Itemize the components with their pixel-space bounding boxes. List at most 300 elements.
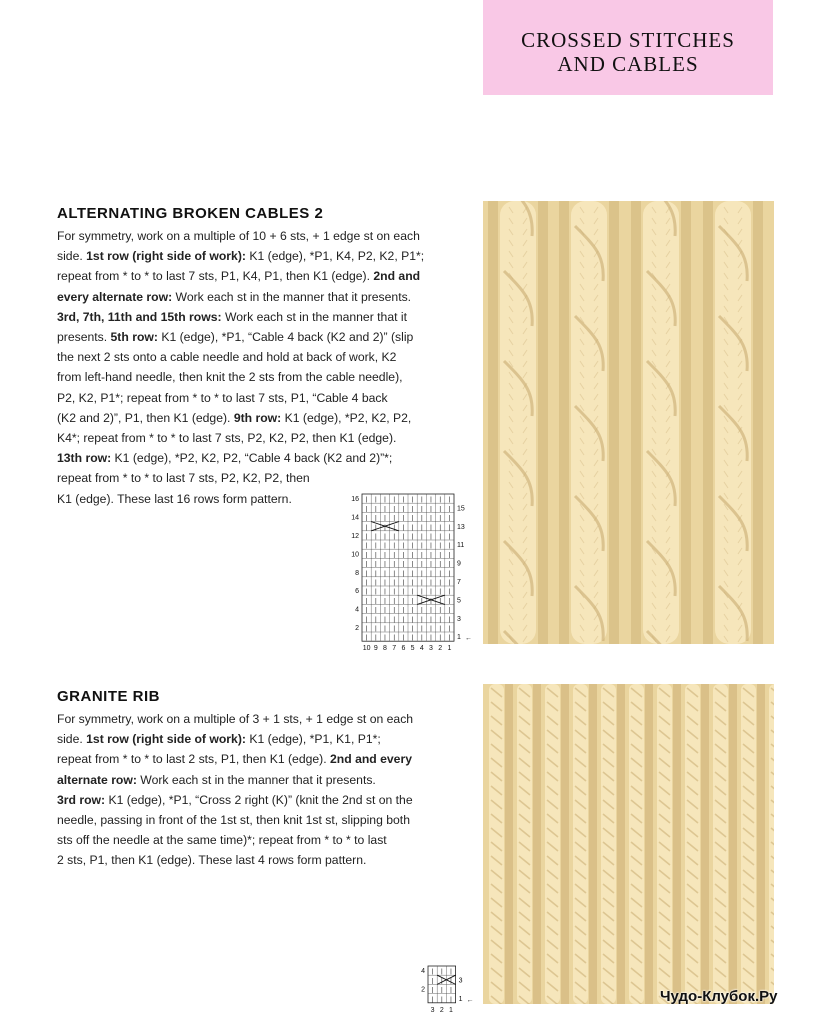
purl-channel <box>673 684 681 1004</box>
knit-symbol: | <box>402 496 405 504</box>
instruction-line <box>57 770 457 790</box>
stitch-number: 4 <box>419 645 424 653</box>
knit-symbol: | <box>411 615 414 623</box>
knit-symbol: | <box>440 986 443 994</box>
purl-channel <box>559 201 569 644</box>
knit-symbol: | <box>402 569 405 577</box>
purl-channel <box>757 684 765 1004</box>
purl-channel <box>701 684 709 1004</box>
row-direction-arrow: ← <box>466 996 474 1004</box>
stitch-number: 1 <box>449 1006 453 1014</box>
pattern-title: ALTERNATING BROKEN CABLES 2 <box>57 205 324 222</box>
knit-symbol: | <box>393 569 396 577</box>
knit-symbol: | <box>411 560 414 568</box>
purl-channel <box>488 201 498 644</box>
knit-symbol: | <box>384 496 386 504</box>
instruction-text: K4*; repeat from * to * to last 7 sts, P2, K2, P2, then K1 (edge). <box>57 431 397 446</box>
knit-symbol: | <box>450 986 452 994</box>
rib-column <box>601 684 616 1004</box>
row-number-left: 6 <box>355 588 359 596</box>
purl-channel <box>631 201 641 644</box>
instruction-line <box>57 810 457 830</box>
row-label: 3rd, 7th, 11th and 15th rows: <box>57 309 222 324</box>
knit-symbol: | <box>439 551 442 559</box>
knit-symbol: | <box>440 968 443 976</box>
knit-symbol: | <box>420 533 423 540</box>
pattern-instructions <box>57 226 457 509</box>
instruction-text: Work each st in the manner that it presents. <box>172 289 412 304</box>
instruction-text: Work each st in the manner that it <box>221 309 407 324</box>
instruction-line <box>57 729 457 749</box>
row-number-left: 2 <box>355 625 359 632</box>
knit-symbol: | <box>374 588 377 596</box>
knit-symbol: | <box>439 579 442 586</box>
knit-symbol: | <box>393 542 396 550</box>
row-label: 13th row: <box>57 451 112 466</box>
knit-symbol: | <box>384 597 386 605</box>
instruction-line <box>57 246 457 266</box>
instruction-line <box>57 790 457 810</box>
knit-symbol: | <box>431 977 434 985</box>
knit-symbol: | <box>365 542 368 550</box>
knit-symbol: | <box>448 560 451 568</box>
stitch-number: 2 <box>438 645 443 653</box>
instruction-text: K1 (edge), *P2, K2, P2, <box>281 410 412 425</box>
knit-symbol: | <box>440 995 443 1003</box>
purl-channel <box>533 684 541 1004</box>
row-label: 5th row: <box>110 330 158 345</box>
instruction-text: K1 (edge), *P1, “Cross 2 right (K)” (knit the 2nd st on the <box>105 792 413 807</box>
knit-symbol: | <box>430 496 432 504</box>
knit-symbol: | <box>402 533 405 540</box>
knit-symbol: | <box>365 606 368 614</box>
stitch-number: 1 <box>447 645 452 653</box>
knit-symbol: | <box>374 505 377 513</box>
knit-symbol: | <box>439 514 442 522</box>
knit-symbol: | <box>374 523 377 531</box>
cable-knit-photo <box>483 201 774 644</box>
stitch-number: 10 <box>362 645 371 653</box>
watermark: Чудо-Клубок.Ру <box>660 988 778 1005</box>
knit-symbol: | <box>384 542 386 550</box>
knitting-chart <box>345 490 475 660</box>
instruction-text: P2, K2, P1*; repeat from * to * to last 7 sts, P1, “Cable 4 back <box>57 390 388 405</box>
instruction-line <box>57 266 457 286</box>
rib-column <box>629 684 644 1004</box>
knit-symbol: | <box>384 606 386 614</box>
knit-symbol: | <box>439 634 442 642</box>
knit-symbol: | <box>430 533 432 540</box>
knit-symbol: | <box>439 606 442 614</box>
section-title-line2: AND CABLES <box>557 52 699 76</box>
row-label: 2nd and every <box>330 752 412 767</box>
knit-symbol: | <box>402 606 405 614</box>
knit-symbol: | <box>374 569 377 577</box>
knit-symbol: | <box>431 968 434 976</box>
knit-symbol: | <box>365 523 368 531</box>
instruction-line <box>57 347 457 367</box>
knit-symbol: | <box>384 579 386 586</box>
knit-symbol: | <box>365 551 368 559</box>
purl-channel <box>609 201 619 644</box>
knit-symbol: | <box>384 533 386 540</box>
purl-channel <box>753 201 763 644</box>
purl-channel <box>505 684 513 1004</box>
knit-symbol: | <box>384 634 386 642</box>
knit-symbol: | <box>393 560 396 568</box>
knit-symbol: | <box>448 615 451 623</box>
knit-symbol: | <box>374 579 377 586</box>
knit-symbol: | <box>374 551 377 559</box>
stitch-number: 3 <box>430 1006 435 1014</box>
knit-symbol: | <box>450 977 452 985</box>
knit-symbol: | <box>374 606 377 614</box>
knit-symbol: | <box>439 533 442 540</box>
rib-column <box>657 684 672 1004</box>
instruction-line <box>57 468 457 488</box>
instruction-text: 2 sts, P1, then K1 (edge). These last 4 rows form pattern. <box>57 853 367 868</box>
knit-symbol: | <box>420 615 423 623</box>
instruction-line <box>57 749 457 769</box>
knit-symbol: | <box>420 496 423 504</box>
knit-symbol: | <box>393 523 396 531</box>
stitch-number: 2 <box>439 1006 444 1014</box>
row-number-left: 14 <box>351 514 359 522</box>
knit-symbol: | <box>420 606 423 614</box>
knit-symbol: | <box>393 533 396 540</box>
knit-symbol: | <box>420 579 423 586</box>
knit-symbol: | <box>448 634 451 642</box>
purl-channel <box>538 201 548 644</box>
knit-symbol: | <box>365 625 368 632</box>
knit-symbol: | <box>430 505 432 513</box>
row-number-left: 16 <box>351 496 359 504</box>
knit-symbol: | <box>374 514 377 522</box>
knit-symbol: | <box>402 625 405 632</box>
knit-symbol: | <box>411 514 414 522</box>
knit-symbol: | <box>430 625 432 632</box>
knit-symbol: | <box>384 625 386 632</box>
knit-symbol: | <box>448 588 451 596</box>
instruction-text: repeat from * to * to last 2 sts, P1, then K1 (edge). <box>57 752 331 767</box>
instruction-line <box>57 448 457 468</box>
knit-symbol: | <box>384 523 386 531</box>
knit-symbol: | <box>439 523 442 531</box>
row-number-right: 9 <box>457 560 461 568</box>
instruction-text: sts off the needle at the same time)*; repeat from * to * to last <box>57 833 387 848</box>
knit-symbol: | <box>420 634 423 642</box>
knit-symbol: | <box>420 597 423 605</box>
knit-symbol: | <box>393 597 396 605</box>
knit-symbol: | <box>439 560 442 568</box>
pattern-title: GRANITE RIB <box>57 688 160 705</box>
section-title-line1: CROSSED STITCHES <box>521 28 735 52</box>
knit-symbol: | <box>420 505 423 513</box>
row-number-left: 4 <box>421 968 425 976</box>
knit-symbol: | <box>393 514 396 522</box>
knit-symbol: | <box>450 968 452 976</box>
knit-symbol: | <box>393 551 396 559</box>
row-label: 3rd row: <box>57 792 106 807</box>
row-number-left: 12 <box>351 533 359 540</box>
knit-symbol: | <box>402 551 405 559</box>
knit-symbol: | <box>411 533 414 540</box>
purl-channel <box>681 201 691 644</box>
knit-symbol: | <box>365 533 368 540</box>
knit-symbol: | <box>374 542 377 550</box>
knit-symbol: | <box>393 496 396 504</box>
knit-symbol: | <box>411 634 414 642</box>
instruction-text: For symmetry, work on a multiple of 3 + 1 sts, + 1 edge st on each <box>57 712 414 726</box>
knit-symbol: | <box>365 514 368 522</box>
knit-symbol: | <box>448 606 451 614</box>
purl-channel <box>561 684 569 1004</box>
row-number-right: 15 <box>457 505 465 513</box>
instruction-line <box>57 709 457 729</box>
knit-symbol: | <box>420 625 423 632</box>
row-label: 9th row: <box>233 410 282 425</box>
knit-symbol: | <box>402 560 405 568</box>
knit-symbol: | <box>393 606 396 614</box>
knit-symbol: | <box>365 560 368 568</box>
knit-symbol: | <box>430 606 432 614</box>
rib-column <box>573 684 588 1004</box>
knit-symbol: | <box>448 579 451 586</box>
knit-symbol: | <box>430 569 432 577</box>
instruction-line <box>57 830 457 850</box>
knit-symbol: | <box>450 995 452 1003</box>
row-number-right: 13 <box>457 523 465 531</box>
instruction-text: repeat from * to * to last 7 sts, P1, K4, P1, then K1 (edge). <box>57 269 374 284</box>
instruction-line <box>57 367 457 387</box>
knit-symbol: | <box>430 514 432 522</box>
instruction-text: from left-hand needle, then knit the 2 sts from the cable needle), <box>57 370 403 385</box>
knit-symbol: | <box>393 579 396 586</box>
row-number-right: 11 <box>457 542 465 550</box>
knit-symbol: | <box>365 496 368 504</box>
knit-symbol: | <box>374 597 377 605</box>
purl-channel <box>617 684 625 1004</box>
knit-symbol: | <box>439 496 442 504</box>
row-number-left: 2 <box>421 986 425 994</box>
knit-symbol: | <box>402 579 405 586</box>
knit-symbol: | <box>430 588 432 596</box>
knit-symbol: | <box>384 615 386 623</box>
purl-channel <box>703 201 713 644</box>
knit-symbol: | <box>420 551 423 559</box>
knit-symbol: | <box>430 542 432 550</box>
knit-symbol: | <box>365 597 368 605</box>
knit-symbol: | <box>411 523 414 531</box>
knit-symbol: | <box>411 542 414 550</box>
knit-symbol: | <box>448 551 451 559</box>
knit-symbol: | <box>448 597 451 605</box>
purl-channel <box>589 684 597 1004</box>
instruction-text: repeat from * to * to last 7 sts, P2, K2, P2, then <box>57 471 310 486</box>
purl-channel <box>645 684 653 1004</box>
knit-symbol: | <box>393 505 396 513</box>
knit-symbol: | <box>365 505 368 513</box>
knit-symbol: | <box>430 615 432 623</box>
knit-symbol: | <box>439 588 442 596</box>
knit-symbol: | <box>402 505 405 513</box>
knit-symbol: | <box>365 569 368 577</box>
knit-symbol: | <box>402 523 405 531</box>
row-label: every alternate row: <box>57 289 173 304</box>
row-number-right: 3 <box>457 615 461 623</box>
row-number-left: 8 <box>355 569 359 577</box>
instruction-line <box>57 327 457 347</box>
knit-symbol: | <box>439 505 442 513</box>
section-header <box>483 0 773 95</box>
knit-symbol: | <box>448 625 451 632</box>
instruction-line <box>57 388 457 408</box>
knit-symbol: | <box>411 606 414 614</box>
rib-column <box>545 684 560 1004</box>
knit-symbol: | <box>420 523 423 531</box>
knit-symbol: | <box>374 634 377 642</box>
instruction-text: needle, passing in front of the 1st st, then knit 1st st, slipping both <box>57 813 410 828</box>
knit-symbol: | <box>374 615 377 623</box>
knit-symbol: | <box>411 505 414 513</box>
knit-symbol: | <box>374 625 377 632</box>
knit-symbol: | <box>393 615 396 623</box>
row-direction-arrow: ← <box>465 635 472 643</box>
knit-symbol: | <box>448 523 451 531</box>
knit-symbol: | <box>420 542 423 550</box>
knit-symbol: | <box>411 551 414 559</box>
knit-symbol: | <box>431 986 434 994</box>
knit-symbol: | <box>420 588 423 596</box>
row-label: alternate row: <box>57 772 137 787</box>
knit-symbol: | <box>374 560 377 568</box>
row-number-left: 4 <box>355 606 359 614</box>
instruction-line <box>57 428 457 448</box>
knit-symbol: | <box>448 505 451 513</box>
knit-symbol: | <box>430 597 432 605</box>
knit-symbol: | <box>384 560 386 568</box>
knit-symbol: | <box>448 496 451 504</box>
instruction-text: K1 (edge), *P1, K4, P2, K2, P1*; <box>245 249 425 264</box>
row-number-right: 5 <box>457 597 461 605</box>
knit-symbol: | <box>439 542 442 550</box>
knit-symbol: | <box>402 588 405 596</box>
knit-symbol: | <box>384 551 386 559</box>
knit-symbol: | <box>420 560 423 568</box>
knit-symbol: | <box>393 625 396 632</box>
rib-column <box>517 684 532 1004</box>
knit-symbol: | <box>431 995 434 1003</box>
knit-symbol: | <box>411 579 414 586</box>
knit-symbol: | <box>393 634 396 642</box>
pattern-instructions <box>57 709 457 871</box>
knit-symbol: | <box>420 514 423 522</box>
knit-symbol: | <box>374 533 377 540</box>
instruction-text: the next 2 sts onto a cable needle and hold at back of work, K2 <box>57 350 397 365</box>
stitch-number: 9 <box>373 645 378 653</box>
rib-column <box>713 684 728 1004</box>
knit-symbol: | <box>448 533 451 540</box>
rib-column <box>489 684 504 1004</box>
row-number-left: 10 <box>351 551 359 559</box>
knit-symbol: | <box>402 514 405 522</box>
knit-symbol: | <box>430 523 432 531</box>
row-number-right: 1 <box>457 634 461 642</box>
instruction-text: K1 (edge), *P1, K1, P1*; <box>245 732 381 747</box>
knit-symbol: | <box>430 634 432 642</box>
stitch-number: 8 <box>383 645 387 653</box>
row-label: 1st row (right side of work): <box>86 732 246 747</box>
knit-symbol: | <box>430 560 432 568</box>
knit-symbol: | <box>430 579 432 586</box>
knit-symbol: | <box>384 505 386 513</box>
knit-symbol: | <box>439 597 442 605</box>
knit-symbol: | <box>365 588 368 596</box>
knit-symbol: | <box>402 615 405 623</box>
knit-symbol: | <box>439 625 442 632</box>
instruction-line <box>57 307 457 327</box>
knit-symbol: | <box>448 514 451 522</box>
knit-symbol: | <box>402 634 405 642</box>
stitch-number: 3 <box>429 645 433 653</box>
knit-symbol: | <box>448 569 451 577</box>
row-label: 2nd and <box>373 269 421 284</box>
knit-symbol: | <box>365 634 368 642</box>
knit-symbol: | <box>411 496 414 504</box>
instruction-line <box>57 408 457 428</box>
knit-symbol: | <box>420 569 423 577</box>
knit-symbol: | <box>384 569 386 577</box>
instruction-text: For symmetry, work on a multiple of 10 + 6 sts, + 1 edge st on each <box>57 229 420 243</box>
knit-symbol: | <box>393 588 396 596</box>
knit-symbol: | <box>402 597 405 605</box>
row-number-right: 7 <box>457 579 461 586</box>
instruction-text: side. <box>57 249 87 264</box>
instruction-line <box>57 850 457 870</box>
granite-rib-photo <box>483 684 774 1004</box>
knit-symbol: | <box>384 588 386 596</box>
instruction-text: (K2 and 2)”, P1, then K1 (edge). <box>57 410 234 425</box>
knit-symbol: | <box>411 569 414 577</box>
instruction-text: K1 (edge). These last 16 rows form pattern. <box>57 491 292 506</box>
knit-symbol: | <box>374 496 377 504</box>
instruction-text: K1 (edge), *P2, K2, P2, “Cable 4 back (K2 and 2)”*; <box>111 451 393 466</box>
knit-symbol: | <box>365 579 368 586</box>
knit-symbol: | <box>411 597 414 605</box>
instruction-text: K1 (edge), *P1, “Cable 4 back (K2 and 2)” (slip <box>157 330 414 345</box>
rib-column <box>741 684 756 1004</box>
purl-channel <box>729 684 737 1004</box>
row-label: 1st row (right side of work): <box>86 249 246 264</box>
stitch-number: 7 <box>392 645 397 653</box>
rib-column <box>685 684 700 1004</box>
instruction-text: Work each st in the manner that it presents. <box>136 772 376 787</box>
knit-symbol: | <box>411 588 414 596</box>
knit-symbol: | <box>439 615 442 623</box>
knit-symbol: | <box>365 615 368 623</box>
knit-symbol: | <box>430 551 432 559</box>
instruction-text: presents. <box>57 330 111 345</box>
knitting-chart <box>415 962 475 1018</box>
knit-symbol: | <box>448 542 451 550</box>
knit-symbol: | <box>384 514 386 522</box>
instruction-line <box>57 287 457 307</box>
stitch-number: 6 <box>401 645 406 653</box>
instruction-line <box>57 226 457 246</box>
knit-symbol: | <box>411 625 414 632</box>
knit-symbol: | <box>440 977 443 985</box>
row-number-right: 1 <box>458 995 463 1003</box>
